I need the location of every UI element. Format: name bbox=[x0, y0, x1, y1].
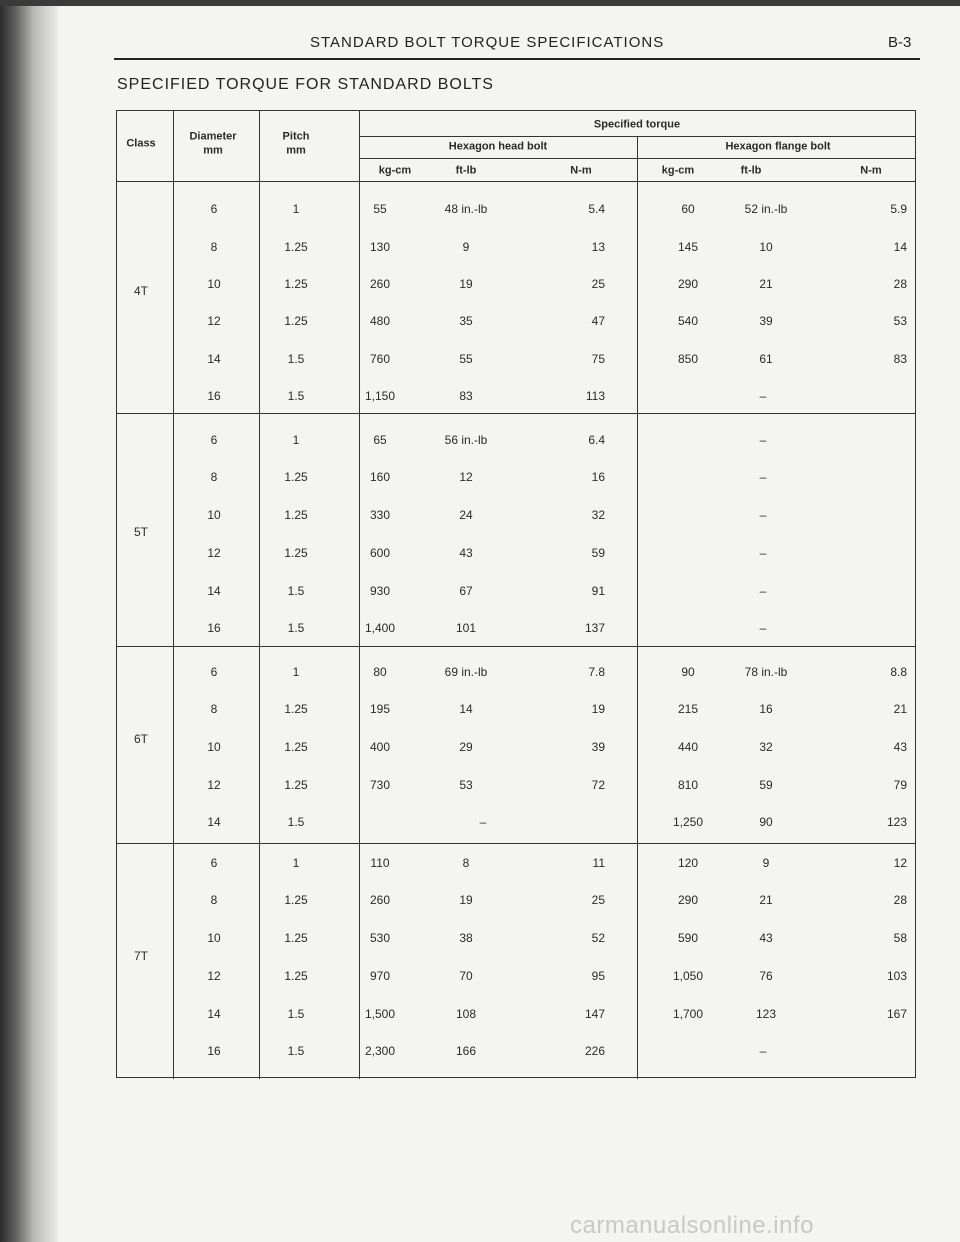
table-cell: 1.25 bbox=[284, 314, 308, 328]
table-cell: 55 bbox=[373, 202, 387, 216]
table-cell: 970 bbox=[369, 969, 391, 983]
table-cell: 195 bbox=[369, 702, 391, 716]
table-cell: 930 bbox=[369, 584, 391, 598]
page-binding-shadow bbox=[0, 0, 58, 1242]
table-cell: 1.5 bbox=[287, 621, 305, 635]
table-cell: 95 bbox=[591, 969, 605, 983]
group-divider bbox=[117, 646, 915, 647]
table-cell: 14 bbox=[893, 240, 907, 254]
table-cell: 101 bbox=[455, 621, 477, 635]
header-pitch-unit: mm bbox=[286, 144, 306, 157]
table-cell: 79 bbox=[893, 778, 907, 792]
class-label: 6T bbox=[133, 732, 149, 746]
column-divider bbox=[173, 111, 174, 1079]
table-cell: 1.25 bbox=[284, 893, 308, 907]
table-cell: 1.5 bbox=[287, 584, 305, 598]
class-label: 7T bbox=[133, 949, 149, 963]
table-cell: – bbox=[759, 1044, 767, 1058]
table-cell: 52 in.-lb bbox=[744, 202, 788, 216]
table-cell: 1,700 bbox=[672, 1007, 704, 1021]
table-cell: 8 bbox=[210, 470, 218, 484]
header-rule-bottom bbox=[117, 181, 915, 182]
table-cell: 14 bbox=[207, 352, 221, 366]
table-cell: 130 bbox=[369, 240, 391, 254]
table-cell: 70 bbox=[459, 969, 473, 983]
table-cell: 48 in.-lb bbox=[444, 202, 488, 216]
table-cell: 260 bbox=[369, 893, 391, 907]
table-cell: – bbox=[759, 546, 767, 560]
table-cell: 145 bbox=[677, 240, 699, 254]
table-cell: 730 bbox=[369, 778, 391, 792]
table-cell: 12 bbox=[893, 856, 907, 870]
table-cell: 6 bbox=[210, 856, 218, 870]
table-cell: 5.9 bbox=[890, 202, 907, 216]
table-cell: 12 bbox=[207, 314, 221, 328]
table-cell: 91 bbox=[591, 584, 605, 598]
table-cell: – bbox=[759, 508, 767, 522]
table-cell: 120 bbox=[677, 856, 699, 870]
header-pitch: Pitch bbox=[282, 130, 310, 143]
table-cell: 72 bbox=[591, 778, 605, 792]
table-cell: 160 bbox=[369, 470, 391, 484]
table-cell: 8 bbox=[210, 893, 218, 907]
page-number: B-3 bbox=[888, 34, 912, 51]
table-cell: 850 bbox=[677, 352, 699, 366]
table-cell: 215 bbox=[677, 702, 699, 716]
table-cell: 53 bbox=[459, 778, 473, 792]
table-cell: 47 bbox=[591, 314, 605, 328]
table-cell: 25 bbox=[591, 893, 605, 907]
page-header-title: STANDARD BOLT TORQUE SPECIFICATIONS bbox=[310, 34, 665, 51]
table-cell: 56 in.-lb bbox=[444, 433, 488, 447]
table-cell: 21 bbox=[759, 893, 773, 907]
table-cell: 52 bbox=[591, 931, 605, 945]
table-cell: 75 bbox=[591, 352, 605, 366]
table-cell: 108 bbox=[455, 1007, 477, 1021]
table-cell: – bbox=[759, 470, 767, 484]
table-cell: 9 bbox=[762, 856, 770, 870]
table-cell: 12 bbox=[207, 546, 221, 560]
column-divider bbox=[637, 136, 638, 1079]
table-cell: 90 bbox=[681, 665, 695, 679]
table-cell: 123 bbox=[886, 815, 907, 829]
table-cell: 14 bbox=[207, 1007, 221, 1021]
table-cell: 83 bbox=[893, 352, 907, 366]
table-cell: 38 bbox=[459, 931, 473, 945]
table-cell: 1,250 bbox=[672, 815, 704, 829]
table-cell: – bbox=[759, 389, 767, 403]
table-cell: 1,500 bbox=[364, 1007, 396, 1021]
class-label: 5T bbox=[133, 525, 149, 539]
table-cell: 32 bbox=[759, 740, 773, 754]
table-cell: 19 bbox=[459, 277, 473, 291]
table-cell: 9 bbox=[462, 240, 470, 254]
table-cell: 35 bbox=[459, 314, 473, 328]
table-cell: 61 bbox=[759, 352, 773, 366]
table-cell: 590 bbox=[677, 931, 699, 945]
table-cell: 55 bbox=[459, 352, 473, 366]
table-cell: 12 bbox=[459, 470, 473, 484]
header-diameter: Diameter bbox=[189, 130, 237, 143]
table-cell: 8 bbox=[210, 240, 218, 254]
table-cell: 1,150 bbox=[364, 389, 396, 403]
table-cell: 290 bbox=[677, 277, 699, 291]
table-cell: 65 bbox=[373, 433, 387, 447]
table-cell: 10 bbox=[207, 931, 221, 945]
table-cell: 147 bbox=[584, 1007, 605, 1021]
table-cell: 1.25 bbox=[284, 778, 308, 792]
table-cell: 6 bbox=[210, 433, 218, 447]
section-title: SPECIFIED TORQUE FOR STANDARD BOLTS bbox=[117, 76, 494, 93]
table-cell: 6.4 bbox=[588, 433, 605, 447]
header-hexagon-flange-bolt: Hexagon flange bolt bbox=[725, 140, 831, 153]
table-cell: 137 bbox=[584, 621, 605, 635]
table-cell: 7.8 bbox=[588, 665, 605, 679]
table-cell: 14 bbox=[207, 815, 221, 829]
table-cell: – bbox=[479, 815, 487, 829]
table-cell: 21 bbox=[893, 702, 907, 716]
table-cell: 167 bbox=[886, 1007, 907, 1021]
column-divider bbox=[359, 111, 360, 1079]
table-cell: – bbox=[759, 584, 767, 598]
table-cell: 440 bbox=[677, 740, 699, 754]
table-cell: 760 bbox=[369, 352, 391, 366]
table-cell: 1.25 bbox=[284, 470, 308, 484]
table-cell: 1.5 bbox=[287, 352, 305, 366]
torque-table bbox=[116, 110, 916, 1078]
table-cell: 1.5 bbox=[287, 389, 305, 403]
table-cell: 1 bbox=[292, 202, 300, 216]
table-cell: 6 bbox=[210, 665, 218, 679]
table-cell: 400 bbox=[369, 740, 391, 754]
group-divider bbox=[117, 413, 915, 414]
table-cell: 10 bbox=[207, 740, 221, 754]
table-cell: 260 bbox=[369, 277, 391, 291]
table-cell: 810 bbox=[677, 778, 699, 792]
table-cell: 16 bbox=[207, 1044, 221, 1058]
table-cell: 123 bbox=[755, 1007, 777, 1021]
table-cell: 540 bbox=[677, 314, 699, 328]
unit-label: kg-cm bbox=[661, 164, 695, 177]
table-cell: 10 bbox=[207, 277, 221, 291]
table-cell: 12 bbox=[207, 778, 221, 792]
table-cell: 16 bbox=[759, 702, 773, 716]
group-divider bbox=[117, 843, 915, 844]
table-cell: 1,400 bbox=[364, 621, 396, 635]
table-cell: 6 bbox=[210, 202, 218, 216]
table-cell: 21 bbox=[759, 277, 773, 291]
table-cell: – bbox=[759, 433, 767, 447]
table-cell: 16 bbox=[207, 621, 221, 635]
table-cell: 43 bbox=[893, 740, 907, 754]
unit-label: kg-cm bbox=[378, 164, 412, 177]
table-cell: 67 bbox=[459, 584, 473, 598]
table-cell: 2,300 bbox=[364, 1044, 396, 1058]
table-cell: 25 bbox=[591, 277, 605, 291]
top-edge bbox=[0, 0, 960, 6]
header-hexagon-head-bolt: Hexagon head bolt bbox=[448, 140, 548, 153]
table-cell: 103 bbox=[886, 969, 907, 983]
table-cell: 80 bbox=[373, 665, 387, 679]
table-cell: 43 bbox=[759, 931, 773, 945]
table-cell: 19 bbox=[591, 702, 605, 716]
table-cell: 1,050 bbox=[672, 969, 704, 983]
table-cell: 43 bbox=[459, 546, 473, 560]
unit-label: ft-lb bbox=[740, 164, 762, 177]
table-cell: 1.25 bbox=[284, 702, 308, 716]
table-cell: 12 bbox=[207, 969, 221, 983]
column-divider bbox=[259, 111, 260, 1079]
table-cell: 226 bbox=[584, 1044, 605, 1058]
table-cell: 90 bbox=[759, 815, 773, 829]
table-cell: 60 bbox=[681, 202, 695, 216]
table-cell: 480 bbox=[369, 314, 391, 328]
table-cell: 59 bbox=[759, 778, 773, 792]
table-cell: 330 bbox=[369, 508, 391, 522]
table-cell: 10 bbox=[759, 240, 773, 254]
table-cell: 69 in.-lb bbox=[444, 665, 488, 679]
table-cell: 1.25 bbox=[284, 969, 308, 983]
unit-label: N-m bbox=[860, 164, 882, 177]
table-cell: 1.25 bbox=[284, 508, 308, 522]
header-class: Class bbox=[126, 137, 156, 150]
table-cell: 78 in.-lb bbox=[744, 665, 788, 679]
table-cell: 32 bbox=[591, 508, 605, 522]
table-cell: 166 bbox=[455, 1044, 477, 1058]
unit-label: ft-lb bbox=[455, 164, 477, 177]
header-specified-torque: Specified torque bbox=[593, 118, 681, 131]
table-cell: 11 bbox=[592, 856, 605, 870]
table-cell: 28 bbox=[893, 277, 907, 291]
table-cell: 29 bbox=[459, 740, 473, 754]
table-cell: 39 bbox=[759, 314, 773, 328]
table-cell: 14 bbox=[459, 702, 473, 716]
table-cell: 58 bbox=[893, 931, 907, 945]
table-cell: 16 bbox=[591, 470, 605, 484]
table-cell: 1.5 bbox=[287, 1044, 305, 1058]
table-cell: 1.25 bbox=[284, 546, 308, 560]
table-cell: 1 bbox=[292, 433, 300, 447]
table-cell: 1.5 bbox=[287, 1007, 305, 1021]
table-cell: 10 bbox=[207, 508, 221, 522]
table-cell: 19 bbox=[459, 893, 473, 907]
table-cell: 16 bbox=[207, 389, 221, 403]
table-cell: 1.25 bbox=[284, 277, 308, 291]
table-cell: 5.4 bbox=[588, 202, 605, 216]
table-cell: 13 bbox=[591, 240, 605, 254]
header-diameter-unit: mm bbox=[203, 144, 223, 157]
unit-label: N-m bbox=[570, 164, 592, 177]
table-cell: 14 bbox=[207, 584, 221, 598]
table-cell: 113 bbox=[585, 389, 605, 403]
table-cell: 24 bbox=[459, 508, 473, 522]
table-cell: 8 bbox=[210, 702, 218, 716]
table-cell: 530 bbox=[369, 931, 391, 945]
table-cell: 110 bbox=[370, 856, 390, 870]
header-rule bbox=[114, 58, 920, 60]
table-cell: 28 bbox=[893, 893, 907, 907]
table-cell: 53 bbox=[893, 314, 907, 328]
table-cell: 39 bbox=[591, 740, 605, 754]
table-cell: 8 bbox=[462, 856, 470, 870]
table-cell: 1.25 bbox=[284, 931, 308, 945]
table-cell: 1 bbox=[292, 856, 300, 870]
table-cell: 59 bbox=[591, 546, 605, 560]
table-cell: 76 bbox=[759, 969, 773, 983]
table-cell: 83 bbox=[459, 389, 473, 403]
table-cell: 1.25 bbox=[284, 740, 308, 754]
table-cell: 600 bbox=[369, 546, 391, 560]
table-cell: – bbox=[759, 621, 767, 635]
watermark: carmanualsonline.info bbox=[570, 1212, 814, 1239]
table-cell: 290 bbox=[677, 893, 699, 907]
table-cell: 1.5 bbox=[287, 815, 305, 829]
table-cell: 1 bbox=[292, 665, 300, 679]
class-label: 4T bbox=[133, 284, 149, 298]
table-cell: 1.25 bbox=[284, 240, 308, 254]
table-cell: 8.8 bbox=[890, 665, 907, 679]
